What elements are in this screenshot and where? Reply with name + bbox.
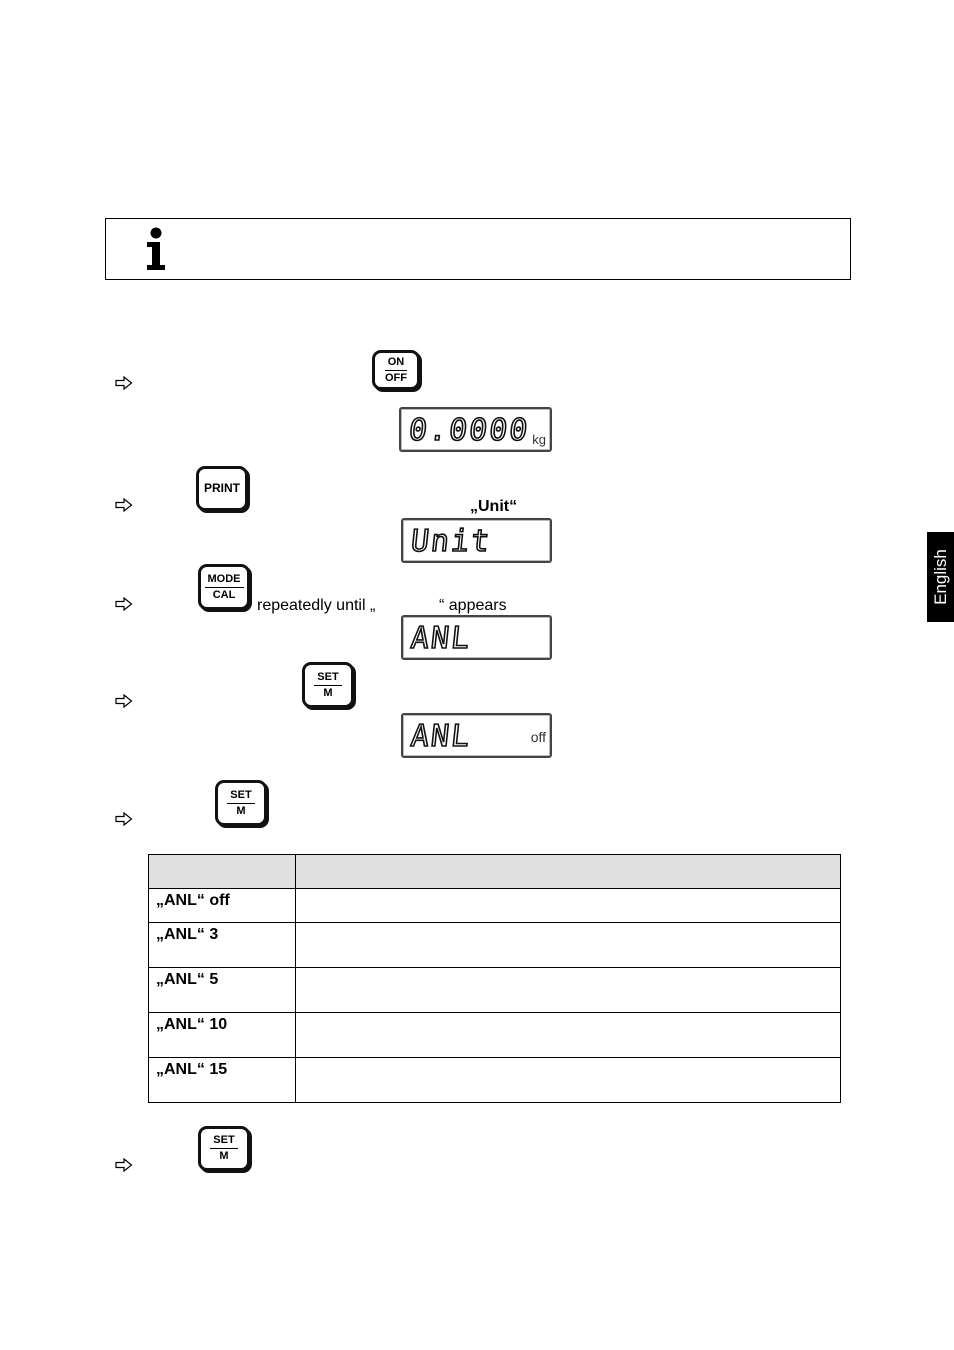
set-m-key[interactable]: SET M (215, 780, 267, 826)
table-row (149, 968, 841, 1013)
set-m-key[interactable]: SET M (198, 1126, 250, 1171)
table-cell-setting: „ANL“ off (149, 889, 296, 923)
lcd-unit: kg (532, 432, 546, 447)
language-tab-label: English (930, 549, 950, 605)
step-arrow-icon (115, 376, 133, 390)
on-off-key[interactable]: ON OFF (372, 350, 420, 390)
step-arrow-icon (115, 597, 133, 611)
mode-cal-key[interactable]: MODE CAL (198, 564, 250, 610)
table-cell-setting: „ANL“ 5 (149, 968, 296, 1013)
table-cell-description (296, 1013, 841, 1058)
language-tab (927, 532, 954, 622)
lcd-display-anl-off (401, 713, 552, 758)
table-cell-setting: „ANL“ 15 (149, 1058, 296, 1103)
table-row (149, 1013, 841, 1058)
table-cell-description (296, 889, 841, 923)
anl-settings-table (148, 854, 841, 1103)
table-cell-setting: „ANL“ 10 (149, 1013, 296, 1058)
step-arrow-icon (115, 498, 133, 512)
table-row (149, 889, 841, 923)
info-box (105, 218, 851, 280)
repeatedly-until-text: repeatedly until „ (257, 597, 376, 614)
step-arrow-icon (115, 812, 133, 826)
print-key[interactable]: PRINT (196, 466, 248, 511)
info-icon (144, 227, 170, 271)
table-header-cell (296, 855, 841, 889)
appears-text: “ appears (439, 597, 507, 614)
table-cell-description (296, 923, 841, 968)
lcd-digits: ANL (409, 621, 473, 656)
table-cell-description (296, 968, 841, 1013)
table-cell-setting: „ANL“ 3 (149, 923, 296, 968)
lcd-display-zero (399, 407, 552, 452)
table-cell-description (296, 1058, 841, 1103)
step-arrow-icon (115, 1158, 133, 1172)
table-row (149, 1058, 841, 1103)
step-arrow-icon (115, 694, 133, 708)
lcd-display-unit (401, 518, 552, 563)
lcd-status: off (530, 729, 546, 745)
lcd-digits: 0.0000 (407, 413, 532, 448)
table-header-row (149, 855, 841, 889)
table-header-cell (149, 855, 296, 889)
unit-quote: „Unit“ (470, 498, 518, 515)
set-m-key[interactable]: SET M (302, 662, 354, 708)
lcd-digits: ANL (409, 719, 473, 754)
lcd-display-anl (401, 615, 552, 660)
lcd-digits: Unit (409, 524, 494, 559)
table-row (149, 923, 841, 968)
